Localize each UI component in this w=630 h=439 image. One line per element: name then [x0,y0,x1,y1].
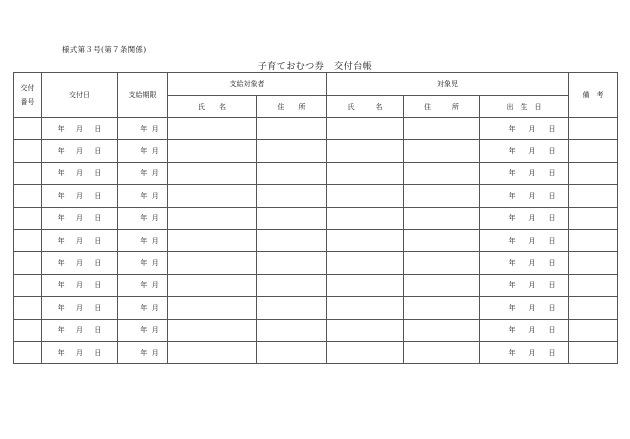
issue-number-cell[interactable] [14,118,42,140]
month-unit: 月 [151,348,159,357]
recipient-name-cell[interactable] [168,140,257,162]
month-unit: 月 [75,169,83,178]
child-address-cell[interactable] [404,185,480,207]
month-unit: 月 [75,214,83,223]
header-issue-number [14,73,42,118]
year-unit: 年 [508,236,516,245]
day-unit: 日 [548,281,556,290]
remarks-cell[interactable] [569,252,618,274]
month-unit: 月 [528,348,536,357]
recipient-name-cell[interactable] [168,229,257,251]
month-unit: 月 [75,147,83,156]
table-row [14,252,618,274]
payment-deadline-cell[interactable] [118,297,168,319]
month-unit: 月 [151,326,159,335]
child-name-cell[interactable] [327,207,404,229]
child-address-cell[interactable] [404,229,480,251]
month-unit: 月 [151,281,159,290]
day-unit: 日 [94,124,102,133]
child-name-cell[interactable] [327,274,404,296]
day-unit: 日 [548,191,556,200]
recipient-address-cell[interactable] [257,118,327,140]
header-issue-number-line1: 交付 [20,84,35,92]
month-unit: 月 [528,236,536,245]
recipient-name-cell[interactable] [168,341,257,363]
issue-number-cell[interactable] [14,252,42,274]
day-unit: 日 [548,326,556,335]
year-unit: 年 [508,348,516,357]
year-unit: 年 [140,326,148,335]
month-unit: 月 [75,191,83,200]
table-row [14,274,618,296]
form-title [0,59,630,72]
month-unit: 月 [151,124,159,133]
child-name-cell[interactable] [327,297,404,319]
month-unit: 月 [75,124,83,133]
payment-deadline-cell[interactable] [118,185,168,207]
issue-date-cell[interactable] [42,319,118,341]
year-unit: 年 [57,259,65,268]
remarks-cell[interactable] [569,207,618,229]
month-unit: 月 [528,214,536,223]
year-unit: 年 [140,281,148,290]
table-row [14,297,618,319]
day-unit: 日 [548,169,556,178]
month-unit: 月 [528,147,536,156]
day-unit: 日 [94,236,102,245]
recipient-name-cell[interactable] [168,207,257,229]
table-row [14,207,618,229]
payment-deadline-cell[interactable] [118,341,168,363]
issue-date-cell[interactable] [42,207,118,229]
month-unit: 月 [151,236,159,245]
year-unit: 年 [57,326,65,335]
payment-deadline-cell[interactable] [118,140,168,162]
year-unit: 年 [140,259,148,268]
form-title-sub: 交付台帳 [334,62,373,72]
day-unit: 日 [548,348,556,357]
payment-deadline-cell[interactable] [118,229,168,251]
day-unit: 日 [94,259,102,268]
day-unit: 日 [94,147,102,156]
month-unit: 月 [151,147,159,156]
child-address-cell[interactable] [404,297,480,319]
month-unit: 月 [528,303,536,312]
year-unit: 年 [57,147,65,156]
table-row [14,229,618,251]
year-unit: 年 [508,281,516,290]
child-address-cell[interactable] [404,341,480,363]
issue-date-cell[interactable] [42,162,118,184]
issue-date-cell[interactable] [42,118,118,140]
child-address-cell[interactable] [404,140,480,162]
day-unit: 日 [94,169,102,178]
year-unit: 年 [508,124,516,133]
child-address-cell[interactable] [404,118,480,140]
header-child-address: 住 所 [404,96,480,118]
ledger-table [13,72,618,364]
issue-date-cell[interactable] [42,297,118,319]
remarks-cell[interactable] [569,118,618,140]
year-unit: 年 [57,214,65,223]
issue-number-cell[interactable] [14,185,42,207]
recipient-name-cell[interactable] [168,319,257,341]
child-birthdate-cell[interactable] [480,252,569,274]
payment-deadline-cell[interactable] [118,207,168,229]
year-unit: 年 [140,214,148,223]
table-row [14,140,618,162]
header-issue-number-line2: 番号 [20,98,35,106]
year-unit: 年 [57,169,65,178]
year-unit: 年 [140,191,148,200]
year-unit: 年 [508,259,516,268]
year-unit: 年 [140,169,148,178]
remarks-cell[interactable] [569,274,618,296]
year-unit: 年 [508,214,516,223]
ledger-body [14,118,618,364]
issue-date-cell[interactable] [42,229,118,251]
recipient-address-cell[interactable] [257,319,327,341]
recipient-name-cell[interactable] [168,252,257,274]
year-unit: 年 [508,303,516,312]
header-child-birthdate: 出 生 日 [480,96,569,118]
recipient-address-cell[interactable] [257,140,327,162]
table-row [14,341,618,363]
issue-date-cell[interactable] [42,341,118,363]
child-birthdate-cell[interactable] [480,297,569,319]
header-child-name: 氏 名 [327,96,404,118]
child-address-cell[interactable] [404,162,480,184]
day-unit: 日 [94,281,102,290]
year-unit: 年 [57,281,65,290]
recipient-name-cell[interactable] [168,274,257,296]
issue-number-cell[interactable] [14,207,42,229]
remarks-cell[interactable] [569,341,618,363]
header-child-group: 対象児 [327,73,569,96]
year-unit: 年 [57,303,65,312]
remarks-cell[interactable] [569,162,618,184]
recipient-name-cell[interactable] [168,185,257,207]
day-unit: 日 [94,303,102,312]
child-birthdate-cell[interactable] [480,341,569,363]
table-row [14,319,618,341]
payment-deadline-cell[interactable] [118,118,168,140]
day-unit: 日 [94,191,102,200]
year-unit: 年 [140,303,148,312]
month-unit: 月 [528,281,536,290]
day-unit: 日 [94,348,102,357]
month-unit: 月 [75,281,83,290]
day-unit: 日 [548,214,556,223]
month-unit: 月 [151,214,159,223]
day-unit: 日 [548,147,556,156]
child-name-cell[interactable] [327,140,404,162]
recipient-name-cell[interactable] [168,297,257,319]
month-unit: 月 [75,326,83,335]
recipient-address-cell[interactable] [257,185,327,207]
recipient-address-cell[interactable] [257,297,327,319]
month-unit: 月 [151,191,159,200]
child-name-cell[interactable] [327,319,404,341]
month-unit: 月 [151,169,159,178]
recipient-address-cell[interactable] [257,341,327,363]
day-unit: 日 [548,303,556,312]
payment-deadline-cell[interactable] [118,319,168,341]
recipient-name-cell[interactable] [168,118,257,140]
issue-date-cell[interactable] [42,185,118,207]
child-address-cell[interactable] [404,252,480,274]
year-unit: 年 [140,124,148,133]
child-birthdate-cell[interactable] [480,229,569,251]
child-birthdate-cell[interactable] [480,185,569,207]
recipient-name-cell[interactable] [168,162,257,184]
remarks-cell[interactable] [569,140,618,162]
issue-number-cell[interactable] [14,319,42,341]
issue-date-cell[interactable] [42,140,118,162]
month-unit: 月 [528,191,536,200]
year-unit: 年 [57,191,65,200]
issue-number-cell[interactable] [14,274,42,296]
year-unit: 年 [508,326,516,335]
payment-deadline-cell[interactable] [118,162,168,184]
recipient-address-cell[interactable] [257,207,327,229]
year-unit: 年 [57,124,65,133]
child-birthdate-cell[interactable] [480,207,569,229]
day-unit: 日 [548,259,556,268]
remarks-cell[interactable] [569,185,618,207]
header-issue-date: 交付日 [42,73,118,118]
issue-number-cell[interactable] [14,297,42,319]
header-recipient-group: 支給対象者 [168,73,327,96]
table-row [14,162,618,184]
payment-deadline-cell[interactable] [118,252,168,274]
issue-number-cell[interactable] [14,140,42,162]
child-name-cell[interactable] [327,162,404,184]
header-recipient-name: 氏 名 [168,96,257,118]
form-title-main: 子育ておむつ券 [257,62,325,72]
year-unit: 年 [140,236,148,245]
table-row [14,118,618,140]
child-name-cell[interactable] [327,229,404,251]
child-name-cell[interactable] [327,341,404,363]
year-unit: 年 [508,169,516,178]
month-unit: 月 [75,348,83,357]
remarks-cell[interactable] [569,319,618,341]
child-name-cell[interactable] [327,252,404,274]
recipient-address-cell[interactable] [257,274,327,296]
recipient-address-cell[interactable] [257,162,327,184]
recipient-address-cell[interactable] [257,252,327,274]
year-unit: 年 [140,147,148,156]
month-unit: 月 [75,259,83,268]
month-unit: 月 [528,169,536,178]
header-payment-deadline: 支給期限 [118,73,168,118]
month-unit: 月 [151,303,159,312]
child-birthdate-cell[interactable] [480,274,569,296]
year-unit: 年 [57,348,65,357]
child-birthdate-cell[interactable] [480,140,569,162]
header-remarks: 備 考 [569,73,618,118]
child-name-cell[interactable] [327,118,404,140]
child-birthdate-cell[interactable] [480,319,569,341]
child-birthdate-cell[interactable] [480,118,569,140]
year-unit: 年 [140,348,148,357]
payment-deadline-cell[interactable] [118,274,168,296]
form-number: 様式第３号(第７条関係) [62,45,147,54]
day-unit: 日 [94,326,102,335]
year-unit: 年 [57,236,65,245]
month-unit: 月 [528,326,536,335]
issue-date-cell[interactable] [42,274,118,296]
month-unit: 月 [151,259,159,268]
child-name-cell[interactable] [327,185,404,207]
table-row [14,185,618,207]
remarks-cell[interactable] [569,229,618,251]
issue-date-cell[interactable] [42,252,118,274]
day-unit: 日 [94,214,102,223]
month-unit: 月 [75,303,83,312]
month-unit: 月 [75,236,83,245]
recipient-address-cell[interactable] [257,229,327,251]
day-unit: 日 [548,236,556,245]
header-recipient-address: 住 所 [257,96,327,118]
issue-number-cell[interactable] [14,341,42,363]
month-unit: 月 [528,124,536,133]
issue-number-cell[interactable] [14,229,42,251]
child-address-cell[interactable] [404,319,480,341]
child-address-cell[interactable] [404,207,480,229]
month-unit: 月 [528,259,536,268]
remarks-cell[interactable] [569,297,618,319]
day-unit: 日 [548,124,556,133]
year-unit: 年 [508,147,516,156]
child-address-cell[interactable] [404,274,480,296]
child-birthdate-cell[interactable] [480,162,569,184]
issue-number-cell[interactable] [14,162,42,184]
year-unit: 年 [508,191,516,200]
